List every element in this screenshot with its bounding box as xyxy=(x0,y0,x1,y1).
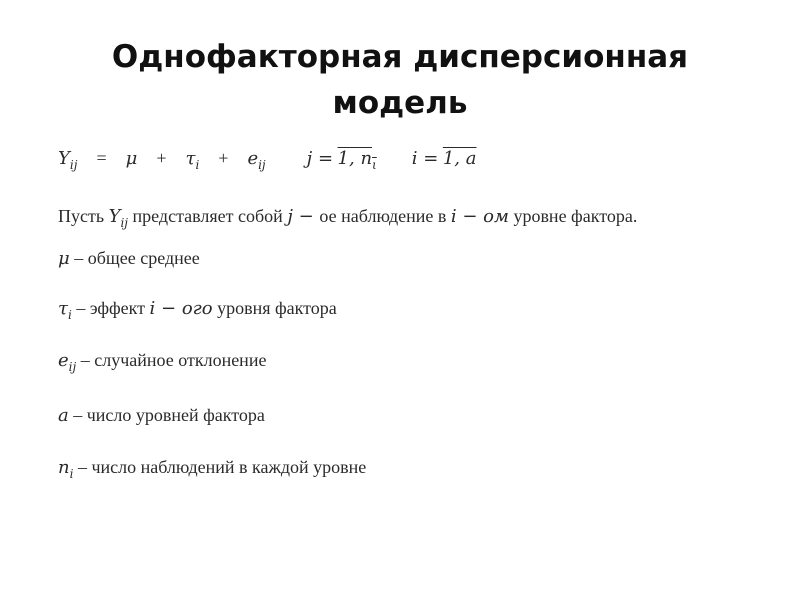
def-Y-j: j − xyxy=(287,206,320,227)
def-Y-subscript: ij xyxy=(120,216,129,230)
formula-i-range-rhs: 1, a xyxy=(442,148,477,169)
formula-tau: τ xyxy=(185,148,196,169)
definition-tau xyxy=(58,298,337,322)
def-mu-text: – общее среднее xyxy=(69,248,200,268)
def-Y-end: уровне фактора. xyxy=(508,206,638,226)
def-n-text: – число наблюдений в каждой уровне xyxy=(73,457,367,477)
definition-mu xyxy=(58,248,200,269)
definition-e xyxy=(58,350,267,374)
def-n-subscript: i xyxy=(69,467,74,481)
def-tau-text-a: – эффект xyxy=(71,298,150,318)
formula-e: e xyxy=(247,148,259,169)
definition-n xyxy=(58,457,367,481)
formula-tau-subscript: i xyxy=(195,158,200,172)
formula-j-range-lhs: j = xyxy=(306,148,334,169)
formula-i-range-lhs: i = xyxy=(411,148,439,169)
def-tau-text-b: уровня фактора xyxy=(212,298,337,318)
formula-plus-1: + xyxy=(156,148,167,168)
def-n-symbol: n xyxy=(58,457,70,478)
def-Y-mid: представляет собой xyxy=(128,206,288,226)
def-tau-subscript: i xyxy=(67,308,72,322)
title-line-2: модель xyxy=(332,85,468,121)
def-mu-symbol: μ xyxy=(58,248,70,269)
def-Y-i: i − ом xyxy=(450,206,509,227)
slide-title xyxy=(0,34,800,126)
def-a-text: – число уровней фактора xyxy=(68,405,265,425)
formula-equals: = xyxy=(96,148,107,168)
def-Y-prefix: Пусть xyxy=(58,206,109,226)
definition-a xyxy=(58,405,265,426)
def-e-text: – случайное отклонение xyxy=(76,350,267,370)
def-tau-symbol: τ xyxy=(58,298,68,319)
def-e-subscript: ij xyxy=(68,360,77,374)
formula-j-range-rhs-group xyxy=(337,148,377,172)
formula-Y: Y xyxy=(58,148,70,169)
def-tau-i: i − ого xyxy=(149,298,213,319)
formula-e-subscript: ij xyxy=(258,158,266,172)
def-Y-symbol: Y xyxy=(108,206,121,227)
formula-plus-2: + xyxy=(218,148,229,168)
formula-Y-subscript: ij xyxy=(69,158,78,172)
formula-j-range-rhs: 1, n xyxy=(337,148,373,169)
def-a-symbol: a xyxy=(58,405,69,426)
def-e-symbol: e xyxy=(58,350,69,371)
title-line-1: Однофакторная дисперсионная xyxy=(111,39,689,75)
definition-Y xyxy=(58,206,638,230)
formula-j-range-rhs-subscript: ι xyxy=(372,158,377,172)
formula-mu: μ xyxy=(125,148,138,169)
def-Y-after-j: ое наблюдение в xyxy=(319,206,451,226)
model-formula xyxy=(58,148,477,172)
